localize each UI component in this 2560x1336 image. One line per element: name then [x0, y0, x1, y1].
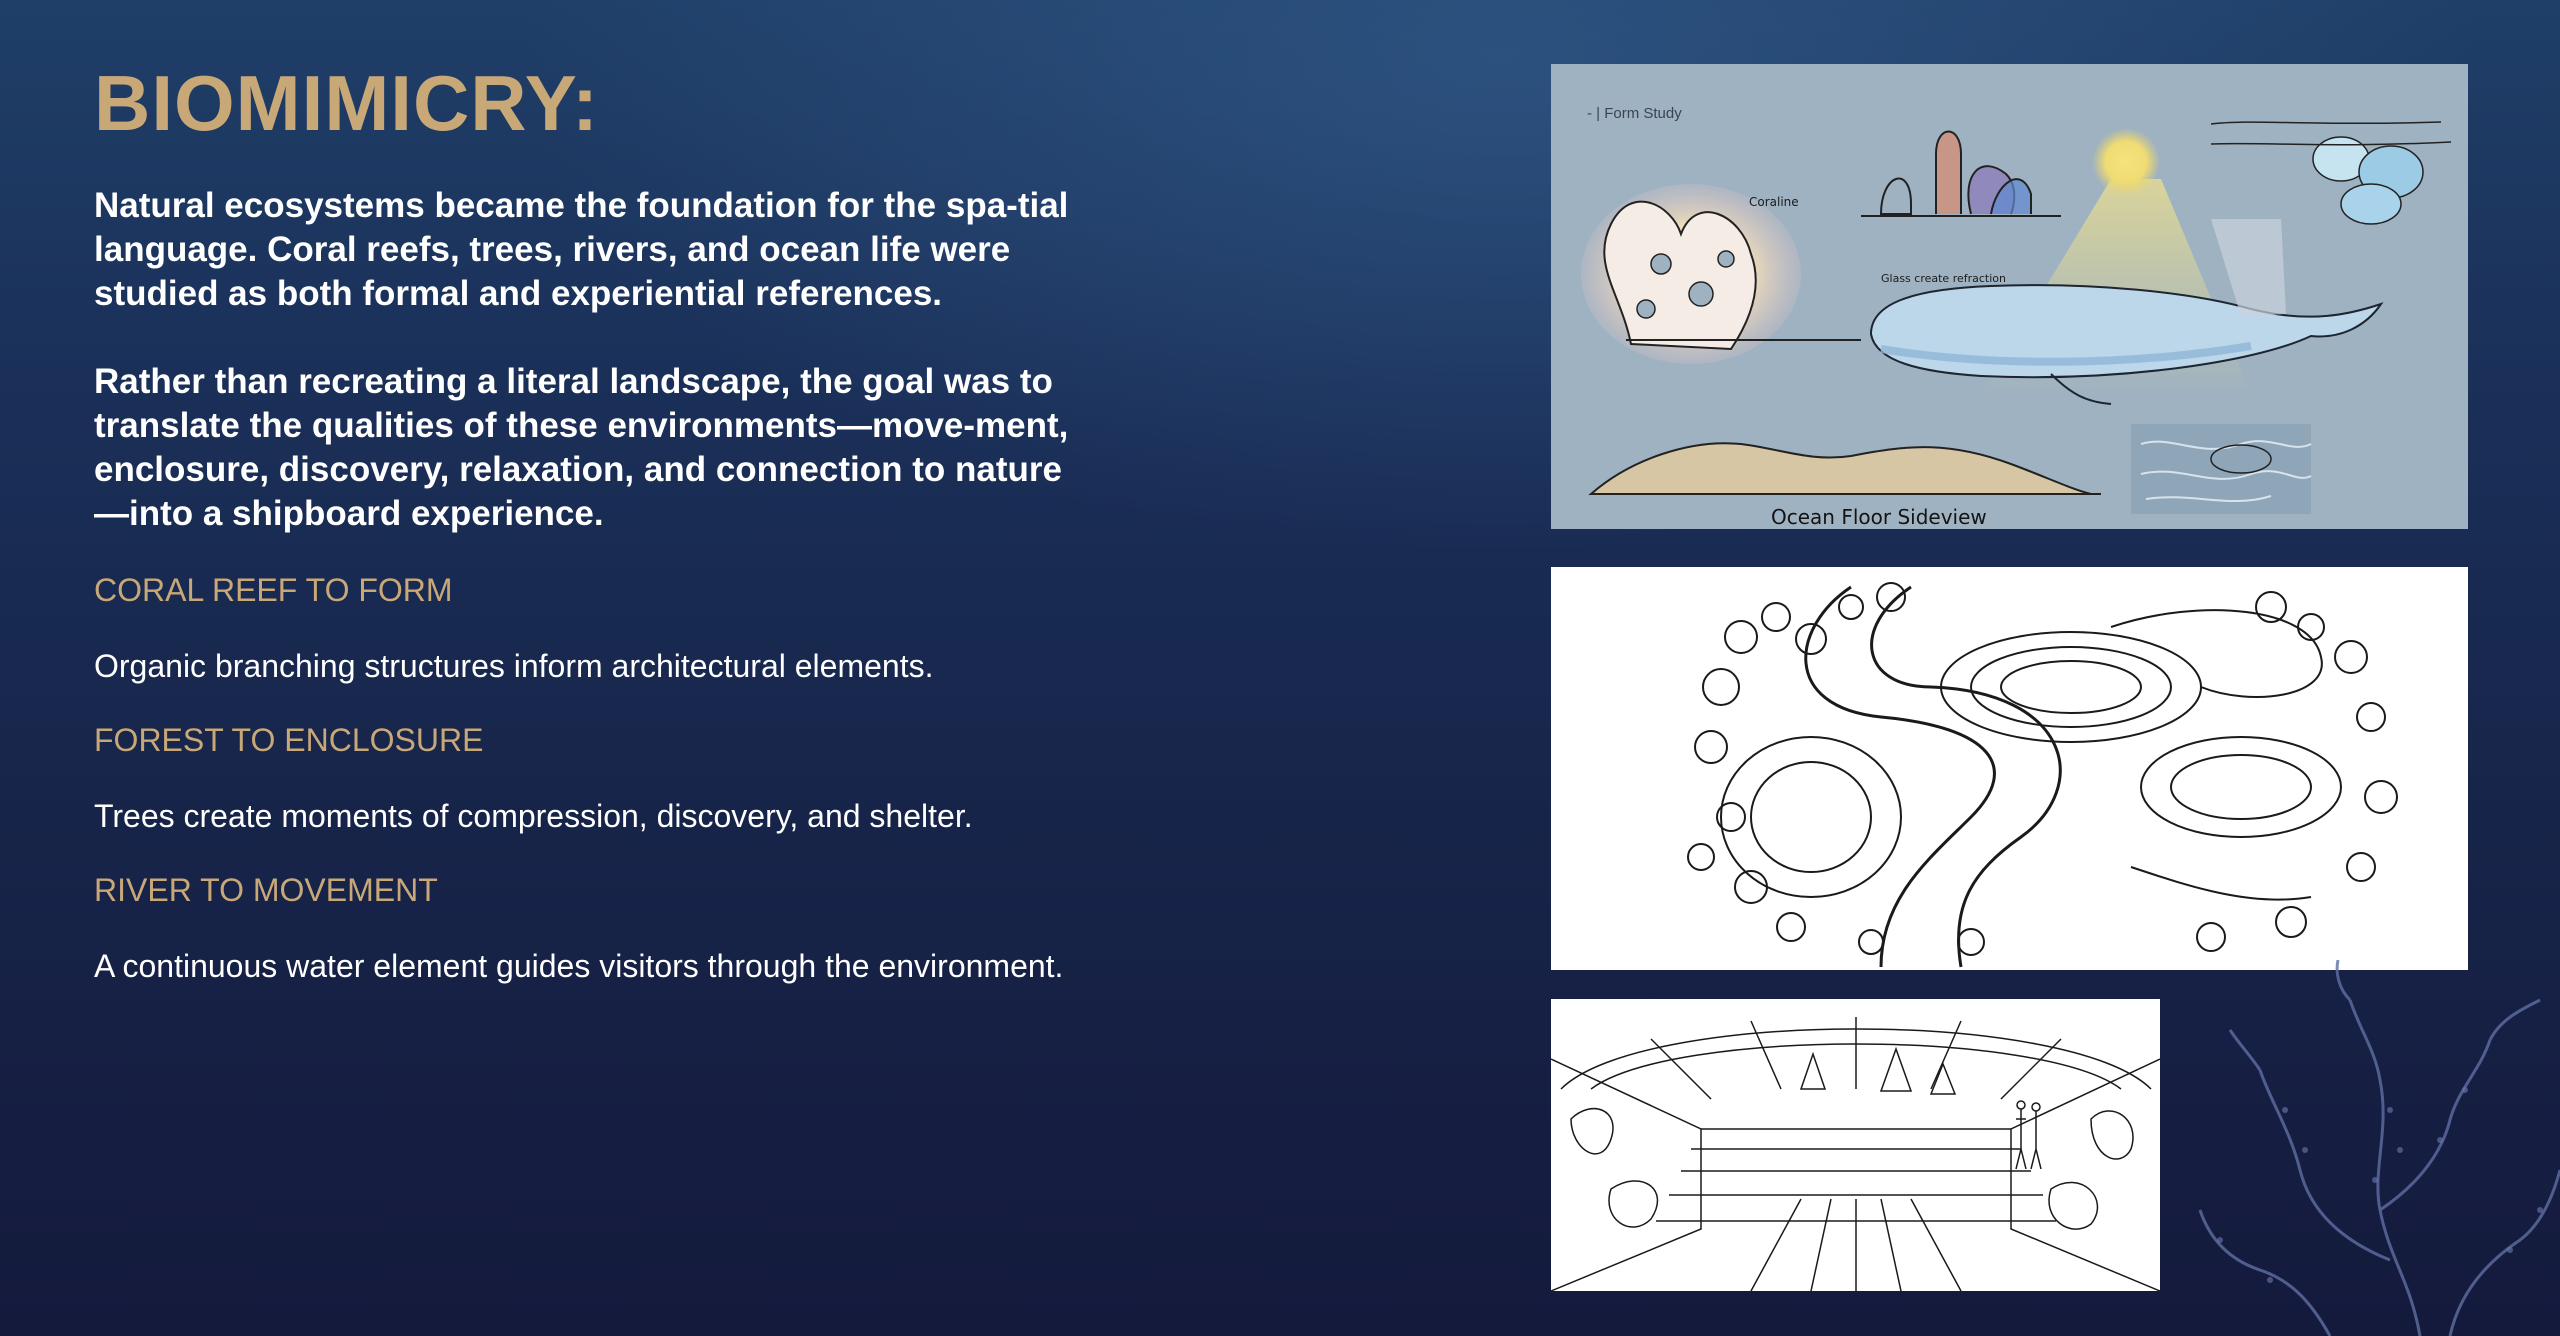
- forest-corridor-sketch: [1551, 999, 2160, 1291]
- glass-label: Glass create refraction: [1881, 272, 2006, 285]
- section-text-coral: Organic branching structures inform architectural elements.: [94, 648, 934, 684]
- form-study-drawing: [1551, 64, 2468, 529]
- page-title: BIOMIMICRY:: [94, 59, 599, 147]
- river-plan-sketch: [1551, 567, 2468, 970]
- forest-corridor-drawing: [1551, 999, 2160, 1291]
- section-heading-river: RIVER TO MOVEMENT: [94, 872, 438, 908]
- coraline-label: Coraline: [1749, 195, 1799, 209]
- river-plan-drawing: [1551, 567, 2468, 970]
- coral-branch-icon: [2090, 960, 2560, 1336]
- text-column: [94, 58, 1114, 986]
- section-text-forest: Trees create moments of compression, discovery, and shelter.: [94, 798, 973, 834]
- form-study-sketch: [1551, 64, 2468, 529]
- form-study-caption: - | Form Study: [1587, 105, 1682, 122]
- section-text-river: A continuous water element guides visitors through the environment.: [94, 948, 1064, 984]
- intro-paragraph-1: Natural ecosystems became the foundation for the spa-tial language. Coral reefs, trees, rivers, and ocean life were studied as both formal and experiential references.: [94, 186, 1069, 313]
- ocean-floor-label: Ocean Floor Sideview: [1771, 505, 1987, 529]
- ocean-floor-dunes: [1591, 443, 2091, 494]
- section-heading-coral: CORAL REEF TO FORM: [94, 572, 453, 608]
- intro-paragraph-2: Rather than recreating a literal landscape, the goal was to translate the qualities of these environments—move-ment, enclosure, discovery, relaxation, and connection to nature—into a shipboard experience.: [94, 362, 1069, 533]
- sun-drawing: [2092, 128, 2160, 196]
- section-heading-forest: FOREST TO ENCLOSURE: [94, 722, 484, 758]
